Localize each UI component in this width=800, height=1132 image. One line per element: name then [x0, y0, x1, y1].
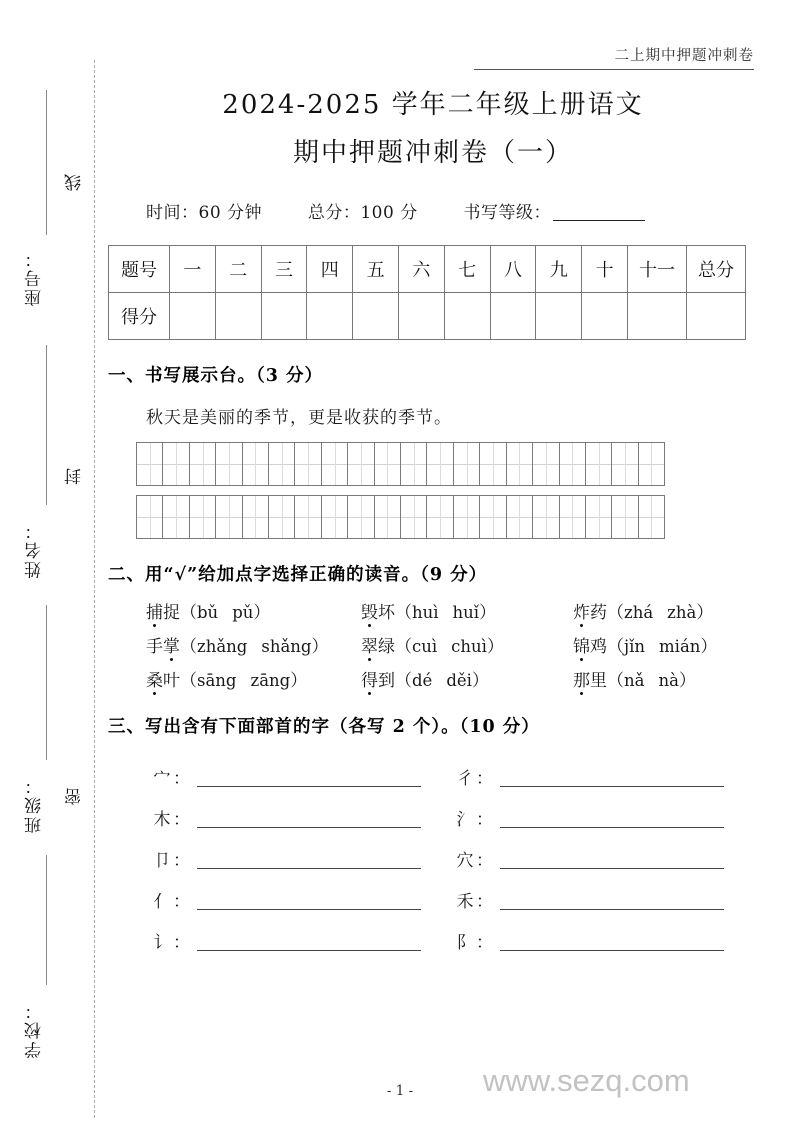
handwriting-grid-cell[interactable] [137, 443, 163, 486]
exam-content [108, 0, 758, 957]
pinyin-option[interactable]: chuì [451, 637, 487, 656]
score-cell-5[interactable] [353, 293, 399, 340]
radical-answer-blank[interactable] [197, 786, 421, 787]
seal-field-seat-number[interactable]: 座号： [25, 248, 45, 307]
radical-answer-blank[interactable] [197, 950, 421, 951]
radical-answer-line [455, 916, 758, 957]
score-table-col-3: 三 [261, 246, 307, 293]
handwriting-grid-cell[interactable] [454, 443, 480, 486]
pinyin-option[interactable]: jǐn [624, 637, 646, 656]
pinyin-paren-close: ） [700, 637, 718, 657]
seal-dashed-line [94, 60, 95, 1118]
score-table-col-2: 二 [215, 246, 261, 293]
handwriting-grid-cell[interactable] [586, 496, 612, 539]
score-cell-9[interactable] [536, 293, 582, 340]
handwriting-grid-cell[interactable] [639, 496, 665, 539]
handwriting-grid-cell[interactable] [137, 496, 163, 539]
pinyin-word-char: 毁 [361, 598, 378, 623]
pinyin-option[interactable]: shǎng [261, 637, 312, 656]
exam-time: 时间：60 分钟 [146, 203, 263, 223]
score-cell-1[interactable] [170, 293, 216, 340]
handwriting-grid-cell[interactable] [639, 443, 665, 486]
page-title [108, 0, 758, 166]
handwriting-grid-cell[interactable] [612, 496, 638, 539]
handwriting-grid-row[interactable] [136, 495, 665, 539]
pinyin-choice-item [573, 666, 696, 691]
pinyin-word-char: 到 [378, 671, 395, 691]
site-watermark: www.sezq.com [483, 1063, 690, 1098]
radical-column-left [152, 752, 455, 957]
handwriting-grid-cell[interactable] [454, 496, 480, 539]
pinyin-choice-item [573, 632, 717, 657]
pinyin-word-char: 里 [590, 671, 607, 691]
radical-key: 穴 [456, 851, 474, 871]
title-line-1: 2024-2025 学年二年级上册语文 [222, 90, 644, 120]
pinyin-choice-row [146, 632, 758, 657]
handwriting-grid-cell[interactable] [375, 496, 401, 539]
pinyin-paren-open: （ [607, 637, 624, 657]
handwriting-grid-cell[interactable] [348, 496, 374, 539]
pinyin-option[interactable]: zhá [624, 603, 654, 622]
handwriting-grid-cell[interactable] [507, 443, 533, 486]
pinyin-choice-list [108, 598, 758, 691]
handwriting-grid-cell[interactable] [269, 496, 295, 539]
seal-char-xian: 线 [65, 172, 85, 191]
seal-solid-line-3 [46, 605, 47, 760]
pinyin-paren-close: ） [471, 671, 489, 691]
pinyin-paren-close: ） [486, 637, 504, 657]
pinyin-choice-item [361, 632, 573, 657]
radical-key: 讠 [153, 933, 171, 953]
pinyin-word-char: 捉 [163, 603, 180, 623]
handwriting-grid-cell[interactable] [190, 496, 216, 539]
pinyin-paren-close: ） [696, 603, 714, 623]
pinyin-option[interactable]: děi [446, 671, 472, 690]
radical-answer-block [108, 752, 758, 957]
pinyin-option[interactable]: nǎ [624, 671, 645, 690]
pinyin-option[interactable]: zhà [667, 603, 697, 622]
score-table-col-10: 十 [582, 246, 628, 293]
radical-answer-blank[interactable] [197, 868, 421, 869]
handwriting-grid-cell[interactable] [163, 496, 189, 539]
score-table [108, 245, 746, 340]
seal-solid-line-4 [46, 855, 47, 985]
pinyin-word-char: 鸡 [590, 637, 607, 657]
handwriting-grid-cell[interactable] [163, 443, 189, 486]
pinyin-paren-open: （ [180, 671, 197, 691]
radical-colon: ： [476, 892, 493, 912]
radical-answer-blank[interactable] [500, 827, 724, 828]
handwriting-grid-cell[interactable] [560, 496, 586, 539]
score-cell-6[interactable] [398, 293, 444, 340]
radical-colon: ： [476, 851, 493, 871]
pinyin-word-char: 掌 [163, 632, 180, 657]
handwriting-grid[interactable] [108, 442, 758, 539]
pinyin-paren-open: （ [395, 603, 412, 623]
handwriting-grid-cell[interactable] [533, 496, 559, 539]
pinyin-option[interactable]: nà [658, 671, 679, 690]
score-table-col-6: 六 [398, 246, 444, 293]
radical-key: 宀 [153, 769, 171, 789]
pinyin-choice-item [146, 598, 361, 623]
pinyin-choice-item [361, 666, 573, 691]
pinyin-choice-row [146, 598, 758, 623]
section-2-heading: 二、用“√”给加点字选择正确的读音。（9 分） [108, 565, 488, 585]
handwriting-grid-cell[interactable] [560, 443, 586, 486]
section-1-sentence: 秋天是美丽的季节，更是收获的季节。 [146, 408, 452, 428]
pinyin-word-char: 叶 [163, 671, 180, 691]
pinyin-option[interactable]: huǐ [452, 603, 480, 622]
pinyin-choice-row [146, 666, 758, 691]
pinyin-option[interactable]: bǔ [197, 603, 219, 622]
radical-answer-blank[interactable] [197, 827, 421, 828]
handwriting-grid-cell[interactable] [480, 443, 506, 486]
radical-colon: ： [173, 851, 190, 871]
score-table-col-9: 九 [536, 246, 582, 293]
score-table-col-11: 十一 [628, 246, 687, 293]
radical-column-right [455, 752, 758, 957]
radical-answer-line [455, 875, 758, 916]
score-table-col-total: 总分 [687, 246, 746, 293]
pinyin-paren-close: ） [253, 603, 271, 623]
pinyin-option[interactable]: huì [412, 603, 439, 622]
radical-answer-line [152, 875, 455, 916]
pinyin-paren-close: ） [479, 603, 497, 623]
radical-answer-blank[interactable] [500, 868, 724, 869]
radical-colon: ： [476, 810, 493, 830]
handwriting-grid-cell[interactable] [322, 443, 348, 486]
pinyin-paren-open: （ [607, 671, 624, 691]
section-3-heading: 三、写出含有下面部首的字（各写 2 个）。（10 分） [108, 717, 540, 737]
radical-answer-line [455, 752, 758, 793]
pinyin-option[interactable]: mián [659, 637, 701, 656]
pinyin-paren-open: （ [180, 637, 197, 657]
seal-solid-line-1 [46, 90, 47, 235]
radical-answer-line [455, 834, 758, 875]
pinyin-word-char: 坏 [378, 603, 395, 623]
exam-meta-line [108, 198, 758, 223]
running-head-text: 二上期中押题冲刺卷 [614, 48, 754, 64]
radical-colon: ： [476, 933, 493, 953]
handwriting-grade-blank[interactable] [553, 220, 645, 221]
score-table-col-5: 五 [353, 246, 399, 293]
handwriting-grid-cell[interactable] [295, 496, 321, 539]
title-line-2: 期中押题冲刺卷（一） [292, 138, 573, 168]
score-cell-3[interactable] [261, 293, 307, 340]
handwriting-grid-cell[interactable] [243, 443, 269, 486]
seal-char-feng: 封 [65, 466, 85, 485]
pinyin-word-char: 药 [590, 603, 607, 623]
radical-colon: ： [476, 769, 493, 789]
handwriting-grid-cell[interactable] [401, 496, 427, 539]
table-row-scores [109, 293, 746, 340]
handwriting-grid-cell[interactable] [586, 443, 612, 486]
score-cell-10[interactable] [582, 293, 628, 340]
handwriting-grid-row[interactable] [136, 442, 665, 486]
radical-answer-line [455, 793, 758, 834]
pinyin-choice-item [361, 598, 573, 623]
pinyin-word-char: 捕 [146, 598, 163, 623]
radical-colon: ： [173, 892, 190, 912]
radical-colon: ： [173, 810, 190, 830]
pinyin-paren-open: （ [395, 637, 412, 657]
pinyin-option[interactable]: sāng [197, 671, 237, 690]
score-cell-11[interactable] [628, 293, 687, 340]
handwriting-grid-cell[interactable] [507, 496, 533, 539]
pinyin-word-char: 那 [573, 666, 590, 691]
radical-answer-line [152, 793, 455, 834]
handwriting-grid-cell[interactable] [533, 443, 559, 486]
page-number: - 1 - [386, 1083, 414, 1099]
radical-answer-blank[interactable] [197, 909, 421, 910]
pinyin-option[interactable]: cuì [412, 637, 438, 656]
handwriting-grid-cell[interactable] [269, 443, 295, 486]
radical-key: 卩 [153, 851, 171, 871]
pinyin-word-char: 绿 [378, 637, 395, 657]
handwriting-grid-cell[interactable] [427, 496, 453, 539]
pinyin-word-char: 桑 [146, 666, 163, 691]
table-row-question-numbers [109, 246, 746, 293]
handwriting-grid-cell[interactable] [480, 496, 506, 539]
handwriting-grid-cell[interactable] [427, 443, 453, 486]
pinyin-option[interactable]: pǔ [232, 603, 254, 622]
section-1-heading: 一、书写展示台。（3 分） [108, 366, 324, 386]
handwriting-grid-cell[interactable] [190, 443, 216, 486]
score-table-col-1: 一 [170, 246, 216, 293]
handwriting-grid-cell[interactable] [216, 496, 242, 539]
seal-field-name[interactable]: 姓名： [25, 520, 45, 579]
radical-key: 彳 [456, 769, 474, 789]
seal-margin [0, 0, 108, 1132]
score-table-col-4: 四 [307, 246, 353, 293]
pinyin-option[interactable]: zhǎng [197, 637, 248, 656]
handwriting-grade-label: 书写等级： [463, 203, 552, 223]
handwriting-grid-cell[interactable] [348, 443, 374, 486]
handwriting-grid-cell[interactable] [295, 443, 321, 486]
handwriting-grid-cell[interactable] [243, 496, 269, 539]
pinyin-paren-open: （ [395, 671, 412, 691]
radical-colon: ： [173, 769, 190, 789]
handwriting-grid-cell[interactable] [612, 443, 638, 486]
radical-answer-line [152, 752, 455, 793]
radical-key: 禾 [456, 892, 474, 912]
seal-char-mi: 密 [65, 786, 85, 805]
pinyin-choice-item [146, 632, 361, 657]
pinyin-word-char: 锦 [573, 632, 590, 657]
score-table-row-label-0: 题号 [109, 246, 170, 293]
pinyin-paren-close: ） [311, 637, 329, 657]
pinyin-paren-close: ） [678, 671, 696, 691]
pinyin-option[interactable]: dé [412, 671, 433, 690]
radical-answer-blank[interactable] [500, 786, 724, 787]
radical-key: 氵 [456, 810, 474, 830]
handwriting-grid-cell[interactable] [216, 443, 242, 486]
score-cell-total[interactable] [687, 293, 746, 340]
pinyin-choice-item [146, 666, 361, 691]
score-table-col-7: 七 [444, 246, 490, 293]
pinyin-paren-open: （ [180, 603, 197, 623]
exam-total-score: 总分：100 分 [307, 203, 418, 223]
pinyin-word-char: 炸 [573, 598, 590, 623]
pinyin-word-char: 得 [361, 666, 378, 691]
radical-answer-blank[interactable] [500, 950, 724, 951]
pinyin-word-char: 手 [146, 637, 163, 657]
radical-answer-blank[interactable] [500, 909, 724, 910]
pinyin-word-char: 翠 [361, 632, 378, 657]
score-cell-7[interactable] [444, 293, 490, 340]
score-table-col-8: 八 [490, 246, 536, 293]
seal-field-school[interactable]: 学校： [25, 1000, 45, 1059]
score-cell-2[interactable] [215, 293, 261, 340]
radical-key: 木 [153, 810, 171, 830]
handwriting-grid-cell[interactable] [401, 443, 427, 486]
pinyin-choice-item [573, 598, 713, 623]
score-table-row-label-1: 得分 [109, 293, 170, 340]
handwriting-grid-cell[interactable] [375, 443, 401, 486]
handwriting-grid-cell[interactable] [322, 496, 348, 539]
pinyin-paren-open: （ [607, 603, 624, 623]
radical-answer-line [152, 916, 455, 957]
radical-key: 阝 [456, 933, 474, 953]
score-cell-4[interactable] [307, 293, 353, 340]
pinyin-paren-close: ） [290, 671, 308, 691]
seal-solid-line-2 [46, 345, 47, 505]
pinyin-option[interactable]: zāng [250, 671, 291, 690]
radical-colon: ： [173, 933, 190, 953]
radical-answer-line [152, 834, 455, 875]
radical-key: 亻 [153, 892, 171, 912]
score-cell-8[interactable] [490, 293, 536, 340]
seal-field-class[interactable]: 班级： [25, 775, 45, 834]
